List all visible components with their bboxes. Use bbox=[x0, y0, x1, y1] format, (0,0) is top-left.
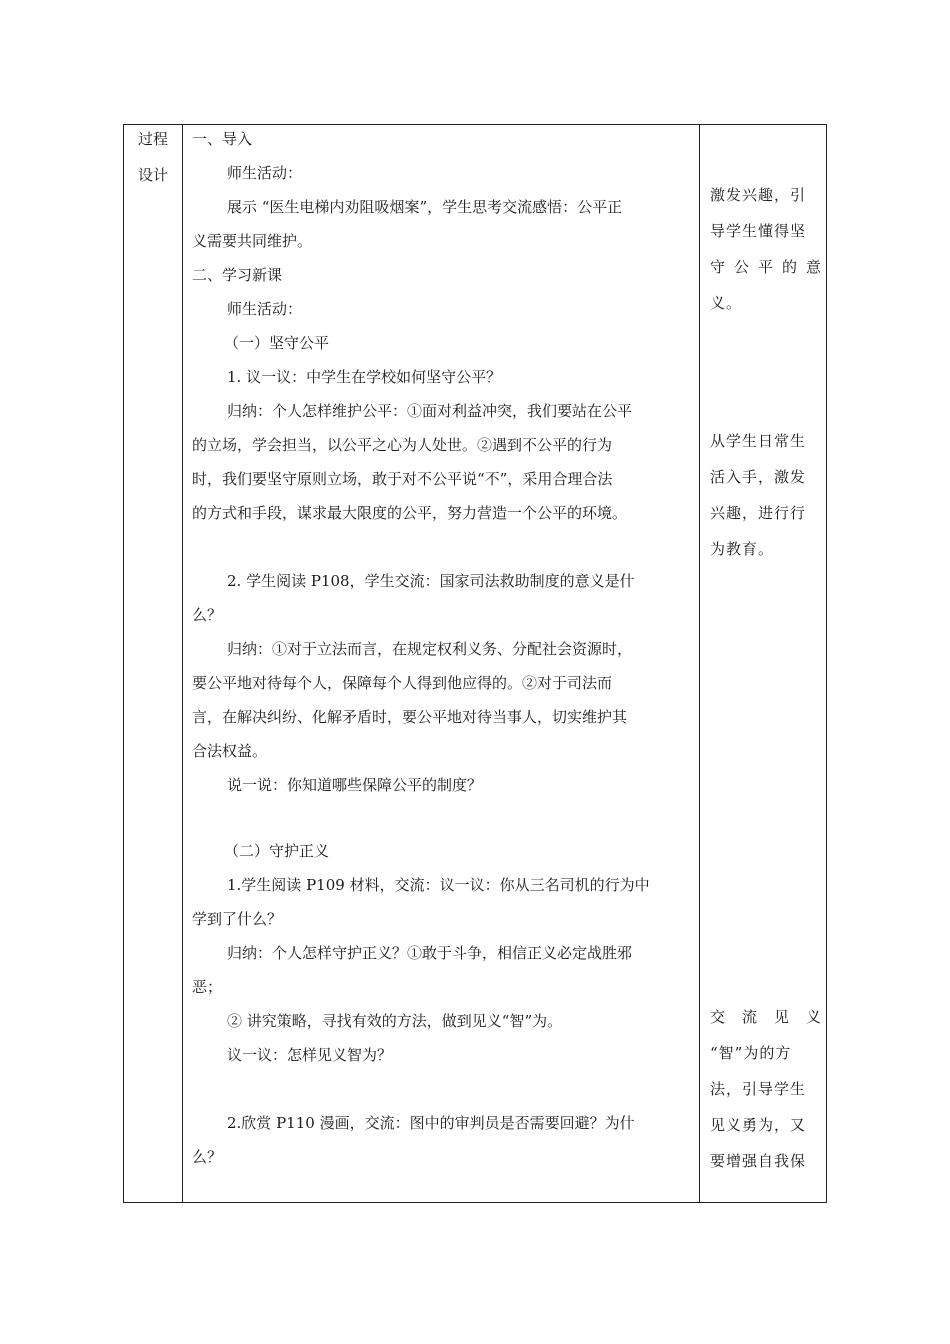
content-line: ② 讲究策略，寻找有效的方法，做到见义“智”为。 bbox=[227, 1012, 563, 1030]
content-line: 时，我们要坚守原则立场，敢于对不公平说“不”，采用合理合法 bbox=[192, 470, 613, 488]
content-line: 2.欣赏 P110 漫画，交流：图中的审判员是否需要回避？为什 bbox=[227, 1114, 635, 1132]
content-line: （二）守护正义 bbox=[224, 842, 330, 860]
side-note-line: 激发兴趣，引 bbox=[710, 186, 807, 204]
content-line: 一、导入 bbox=[192, 130, 253, 148]
side-note-line: 守公平的意 bbox=[710, 258, 822, 276]
content-line: 展示 “医生电梯内劝阻吸烟案”，学生思考交流感悟：公平正 bbox=[227, 198, 623, 216]
content-line: 恶； bbox=[192, 978, 223, 996]
content-line: 归纳：个人怎样守护正义？①敢于斗争，相信正义必定战胜邪 bbox=[227, 944, 633, 962]
row-label-line: 设计 bbox=[137, 166, 168, 184]
content-line: 言，在解决纠纷、化解矛盾时，要公平地对待当事人，切实维护其 bbox=[192, 708, 628, 726]
column-divider-left bbox=[182, 125, 183, 1202]
side-note-line: 义。 bbox=[710, 294, 743, 312]
lesson-table bbox=[123, 124, 827, 1203]
row-label-line: 过程 bbox=[137, 130, 168, 148]
side-note-line: 活入手，激发 bbox=[710, 468, 807, 486]
content-line: 么？ bbox=[192, 1148, 223, 1166]
content-line: 的立场，学会担当，以公平之心为人处世。②遇到不公平的行为 bbox=[192, 436, 613, 454]
content-line: 学到了什么？ bbox=[192, 910, 283, 928]
content-line: 归纳：①对于立法而言，在规定权利义务、分配社会资源时， bbox=[227, 640, 633, 658]
side-note-line: 要增强自我保 bbox=[710, 1152, 807, 1170]
content-line: 么？ bbox=[192, 606, 223, 624]
side-note-line: 法，引导学生 bbox=[710, 1080, 807, 1098]
content-line: 1. 议一议：中学生在学校如何坚守公平？ bbox=[227, 368, 502, 386]
content-line: 的方式和手段，谋求最大限度的公平，努力营造一个公平的环境。 bbox=[192, 504, 628, 522]
side-note-line: 兴趣，进行行 bbox=[710, 504, 807, 522]
side-note-line: 从学生日常生 bbox=[710, 432, 807, 450]
content-line: 师生活动： bbox=[227, 300, 303, 318]
content-line: 二、学习新课 bbox=[192, 266, 283, 284]
side-note-line: 交流见义 bbox=[710, 1008, 822, 1026]
content-line: 合法权益。 bbox=[192, 742, 268, 760]
content-line: 师生活动： bbox=[227, 164, 303, 182]
side-note-line: 导学生懂得坚 bbox=[710, 222, 807, 240]
content-line: 说一说：你知道哪些保障公平的制度？ bbox=[227, 776, 483, 794]
column-divider-right bbox=[699, 125, 700, 1202]
content-line: 1.学生阅读 P109 材料，交流：议一议：你从三名司机的行为中 bbox=[227, 876, 650, 894]
content-line: 要公平地对待每个人，保障每个人得到他应得的。②对于司法而 bbox=[192, 674, 613, 692]
content-line: 义需要共同维护。 bbox=[192, 232, 313, 250]
content-line: 2. 学生阅读 P108，学生交流：国家司法救助制度的意义是什 bbox=[227, 572, 635, 590]
side-note-line: 见义勇为，又 bbox=[710, 1116, 807, 1134]
content-line: 议一议：怎样见义智为？ bbox=[227, 1046, 393, 1064]
side-note-line: “智”为的方 bbox=[710, 1044, 792, 1062]
content-line: 归纳：个人怎样维护公平：①面对利益冲突，我们要站在公平 bbox=[227, 402, 633, 420]
side-note-line: 为教育。 bbox=[710, 540, 775, 558]
content-line: （一）坚守公平 bbox=[224, 334, 330, 352]
